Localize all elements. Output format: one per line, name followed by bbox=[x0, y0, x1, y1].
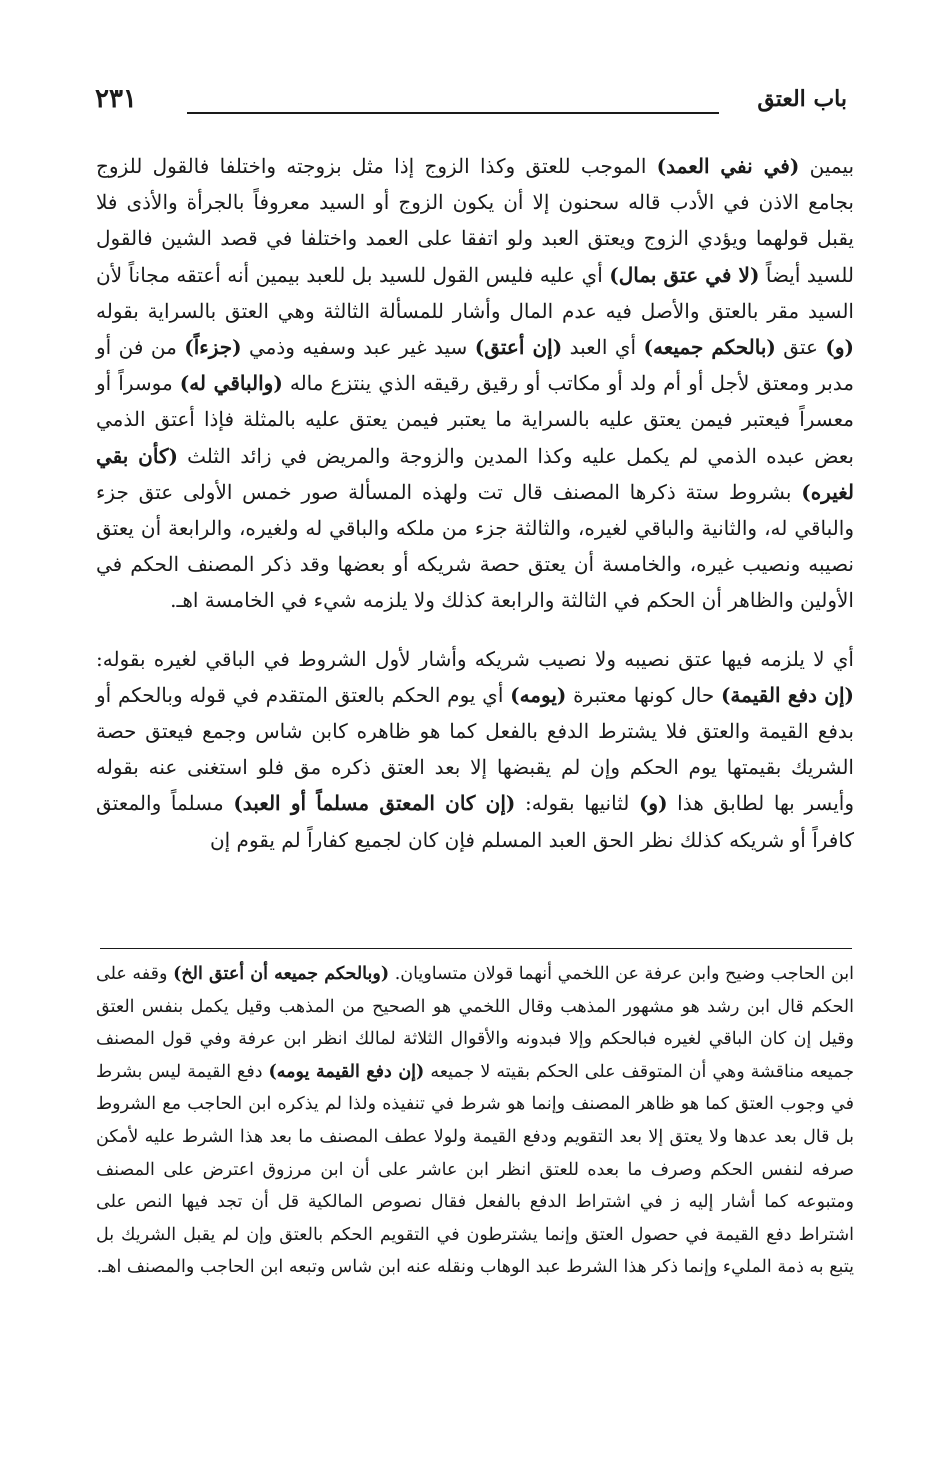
text-run: أي عليه فليس القول للسيد بل للعبد بيمين أنه أعتقه مجاناً لأن السيد مقر بالعتق والأصل فيه عدم المال وأشار للمسألة الثالثة وهي العتق بالسراية بقوله bbox=[96, 262, 854, 323]
text-run: دفع القيمة ليس بشرط في وجوب العتق كما هو ظاهر المصنف وإنما هو شرط في تنفيذه ولذا لم يذكره ابن الحاجب مع الشروط بل قال بعد عدها ولا يعتق إلا بعد التقويم ودفع القيمة ولولا عطف المصنف ما بعد هذا الشرط عليه لأمكن صرفه لنفس الحكم وصرف ما بعده للعتق انظر ابن عاشر على أن ابن مرزوق اعترض على المصنف ومتبوعه كما أشار إليه ز في اشتراط الدفع بالفعل فقال نصوص المالكية قل أن تجد فيها النص على اشتراط دفع القيمة في حصول العتق وإنما يشترطون في التقويم الحكم بالعتق وإن لم يقبل الشريك بل يتبع به ذمة المليء وإنما ذكر هذا الشرط عبد الوهاب ونقله عنه ابن شاس وتبعه ابن الحاجب والمصنف اهـ. bbox=[96, 1061, 854, 1278]
bold-quote: (و) bbox=[825, 335, 854, 360]
main-paragraph-2 bbox=[96, 641, 854, 858]
footnote-divider bbox=[100, 948, 852, 949]
bold-quote: (وبالحكم جميعه أن أعتق الخ) bbox=[173, 964, 390, 984]
bold-quote: (كأن بقي لغيره) bbox=[96, 443, 854, 504]
bold-quote: (والباقي له) bbox=[179, 371, 283, 396]
text-run: بشروط ستة ذكرها المصنف قال تت ولهذه المسألة صور خمس الأولى عتق جزء والباقي له، والثانية والباقي لغيره، والثالثة جزء من ملكه والباقي له ولغيره، والرابعة أن يعتق نصيبه ونصيب غيره، والخامسة أن يعتق حصة شريكه أو بعضها وقد ذكر المصنف الحكم في الأولين والظاهر أن الحكم في الثالثة والرابعة كذلك ولا يلزمه شيء في الخامسة اهـ. bbox=[96, 479, 854, 613]
footnote-text bbox=[96, 958, 854, 1284]
main-paragraph-1 bbox=[96, 148, 854, 619]
bold-quote: (في نفي العمد) bbox=[656, 154, 800, 178]
main-text bbox=[96, 148, 854, 858]
text-run: الموجب للعتق وكذا الزوج إذا مثل بزوجته واختلفا فالقول للزوج بجامع الاذن في الأدب قاله سحنون إلا أن يكون الزوج أو السيد معروفاً بالجرأة والأذى فلا يقبل قولهما ويؤدي الزوج ويعتق العبد ولو اتفقا على العمد واختلفا في قصد الشين فالقول للسيد أيضاً bbox=[96, 154, 854, 287]
page-header bbox=[95, 84, 847, 124]
text-run: وقفه على الحكم قال ابن رشد هو مشهور المذهب وقال اللخمي هو الصحيح من المذهب وقيل يكمل بنفس العتق وقيل إن كان الباقي لغيره فبالحكم وإلا فبدونه والأقوال الثلاثة لمالك انظر ابن عرفة وفي قول المصنف جميعه مناقشة وهي أن المتوقف على الحكم بقيته لا جميعه bbox=[96, 964, 855, 1082]
text-run: مسلماً والمعتق كافراً أو شريكه كذلك نظر الحق العبد المسلم فإن كان لجميع كفاراً لم يقوم إن bbox=[96, 791, 854, 852]
page-number: ٢٣١ bbox=[95, 84, 137, 114]
text-run: من فن أو مدبر ومعتق لأجل أو أم ولد أو مكاتب أو رقيق رقيقه الذي ينتزع ماله bbox=[96, 335, 855, 396]
bold-quote: (جزءاً) bbox=[184, 335, 242, 360]
text-run: عتق bbox=[775, 335, 826, 360]
text-run: سيد غير عبد وسفيه وذمي bbox=[241, 335, 475, 360]
text-run: حال كونها معتبرة bbox=[566, 682, 721, 707]
chapter-title: باب العتق bbox=[757, 86, 847, 112]
bold-quote: (إن كان المعتق مسلماً أو العبد) bbox=[233, 791, 516, 816]
bold-quote: (يومه) bbox=[510, 682, 567, 707]
bold-quote: (إن أعتق) bbox=[474, 335, 563, 360]
bold-quote: (إن دفع القيمة) bbox=[720, 682, 854, 707]
text-run: موسراً أو معسراً فيعتبر فيمن يعتق عليه بالسراية ما يعتبر فيمن يعتق عليه بالمثلة فإذا أعتق الذمي بعض عبده الذمي لم يكمل عليه وكذا المدين والزوجة والمريض في زائد الثلث bbox=[96, 371, 854, 468]
header-rule bbox=[187, 112, 719, 114]
bold-quote: (بالحكم جميعه) bbox=[643, 335, 776, 360]
bold-quote: (إن دفع القيمة يومه) bbox=[268, 1061, 425, 1082]
text-run: ابن الحاجب وضيح وابن عرفة عن اللخمي أنهما قولان متساويان. bbox=[389, 964, 855, 984]
text-run: أي لا يلزمه فيها عتق نصيبه ولا نصيب شريكه وأشار لأول الشروط في الباقي لغيره بقوله: bbox=[96, 646, 854, 671]
text-run: أي يوم الحكم بالعتق المتقدم في قوله وبالحكم أو بدفع القيمة والعتق فلا يشترط الدفع بالفعل كما هو ظاهره كابن شاس وجمع فيعتق حصة الشريك بقيمتها يوم الحكم وإن لم يقبضها إلا بعد العتق ذكره مق فلو استغنى عنه بقوله وأيسر بها لطابق هذا bbox=[96, 682, 855, 816]
text-run: بيمين bbox=[799, 154, 855, 178]
bold-quote: (و) bbox=[638, 791, 668, 816]
text-run: لثانيها بقوله: bbox=[515, 791, 639, 816]
footnote-paragraph bbox=[96, 958, 854, 1284]
bold-quote: (لا في عتق بمال) bbox=[609, 262, 760, 287]
text-run: أي العبد bbox=[562, 335, 644, 360]
